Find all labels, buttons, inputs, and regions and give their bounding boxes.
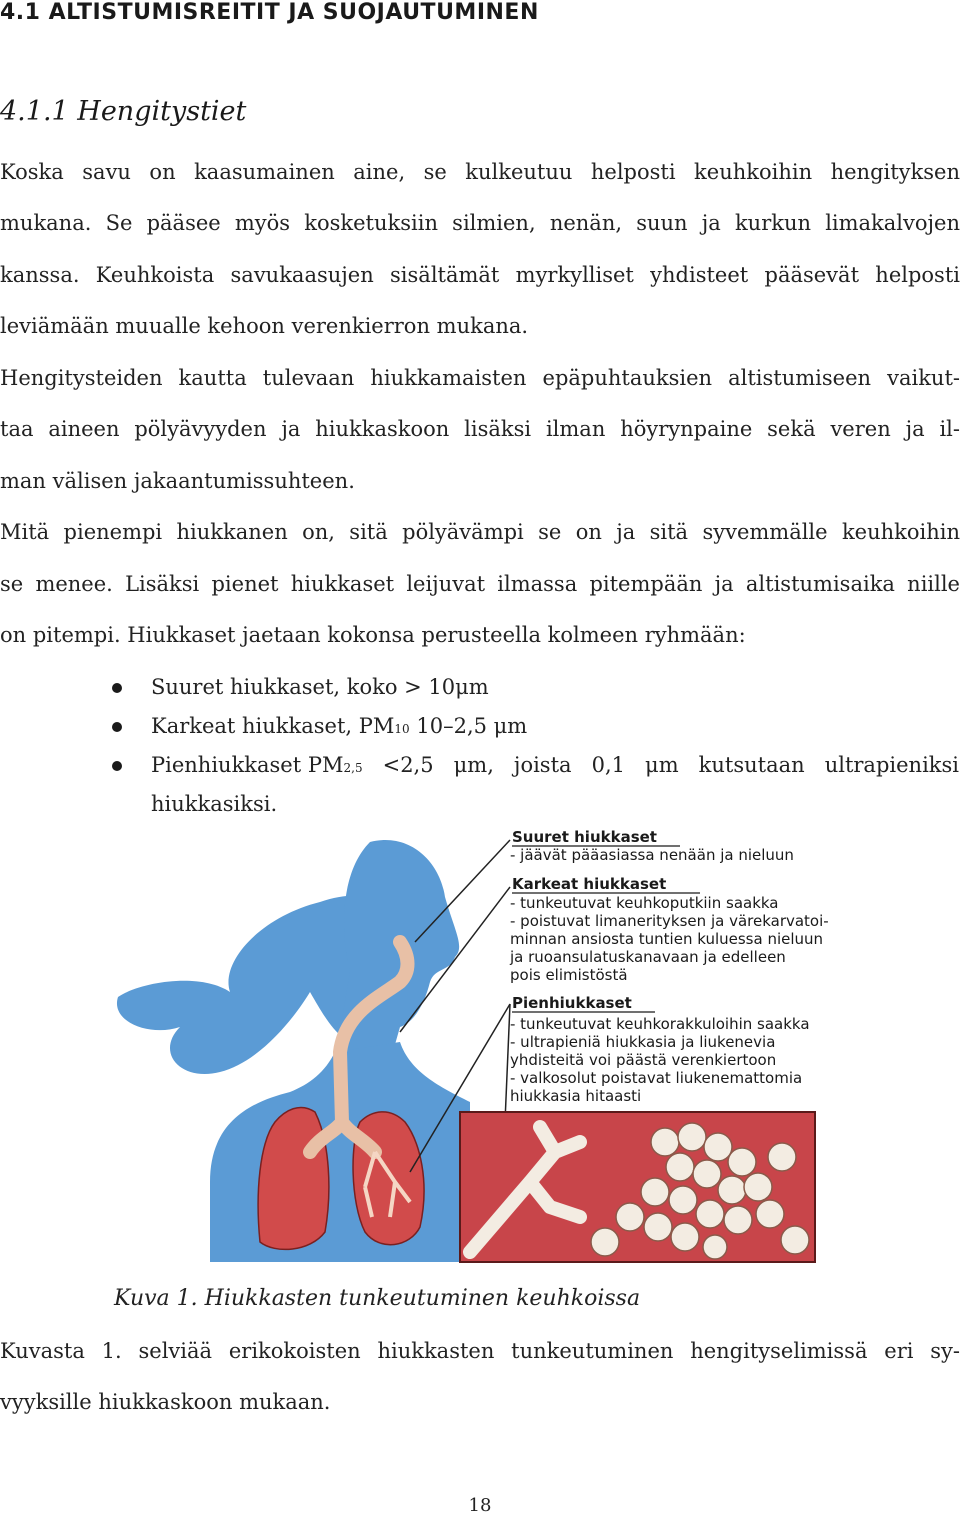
label-line: - jäävät pääasiassa nenään ja nieluun [510,846,794,864]
label-line: - valkosolut poistavat liukenemattomia [510,1069,803,1087]
bullet-text-part: Pienhiukkaset PM [151,753,344,777]
paragraph-line: vyyksille hiukkaskoon mukaan. [0,1390,331,1414]
paragraph-line: man välisen jakaantumissuhteen. [0,469,355,493]
label-karkeat-title: Karkeat hiukkaset [512,875,667,893]
subsection-heading: 4.1.1 Hengitystiet [0,96,247,127]
label-suuret-title: Suuret hiukkaset [512,828,657,846]
paragraph-line: se menee. Lisäksi pienet hiukkaset leijuvat ilmassa pitempään ja altistumisaika niille [0,572,960,596]
bullet-dot [112,683,122,693]
bullet-dot [112,722,122,732]
label-line: hiukkasia hitaasti [510,1087,642,1105]
label-line: ja ruoansulatuskanavaan ja edelleen [510,948,786,966]
paragraph-line: Koska savu on kaasumainen aine, se kulkeutuu helposti keuhkoihin hengityksen [0,160,960,184]
section-heading: 4.1 ALTISTUMISREITIT JA SUOJAUTUMINEN [0,0,539,25]
label-line: - ultrapieniä hiukkasia ja liukenevia [510,1033,776,1051]
label-line: - poistuvat limanerityksen ja värekarvatoi- [510,912,829,930]
paragraph-line: Hengitysteiden kautta tulevaan hiukkamaisten epäpuhtauksien altistumiseen vaikut- [0,366,960,390]
label-line: yhdisteitä voi päästä verenkiertoon [510,1051,777,1069]
bullet-text: Suuret hiukkaset, koko > 10μm [151,675,489,699]
label-line: - tunkeutuvat keuhkoputkiin saakka [510,894,779,912]
paragraph-line: Kuvasta 1. selviää erikokoisten hiukkasten tunkeutuminen hengityselimissä eri sy- [0,1339,960,1363]
label-line: - tunkeutuvat keuhkorakkuloihin saakka [510,1015,810,1033]
bullet-text: hiukkasiksi. [151,792,278,816]
bullet-text-part: 10–2,5 μm [409,714,528,738]
respiratory-figure [110,822,960,1267]
paragraph-line: kanssa. Keuhkoista savukaasujen sisältämät myrkylliset yhdisteet pääsevät helposti [0,263,960,287]
label-pien-title: Pienhiukkaset [512,994,632,1012]
paragraph-line: leviämään muualle kehoon verenkierron mukana. [0,314,529,338]
bullet-text [151,752,959,781]
bullet-dot [112,761,122,771]
subscript: 10 [394,722,410,736]
paragraph-line: Mitä pienempi hiukkanen on, sitä pölyävämpi se on ja sitä syvemmälle keuhkoihin [0,520,960,544]
bullet-text-part: <2,5 μm, joista 0,1 μm kutsutaan ultrapieniksi [382,753,959,777]
subscript: 2,5 [343,761,363,775]
label-line: pois elimistöstä [510,966,628,984]
bullet-text-part: Karkeat hiukkaset, PM [151,714,395,738]
paragraph-line: taa aineen pölyävyyden ja hiukkaskoon lisäksi ilman höyrynpaine sekä veren ja il- [0,417,960,441]
label-line: minnan ansiosta tuntien kuluessa nieluun [510,930,824,948]
figure-caption: Kuva 1. Hiukkasten tunkeutuminen keuhkoissa [114,1286,641,1311]
page-number: 18 [468,1495,492,1516]
bullet-text [151,713,527,742]
paragraph-line: on pitempi. Hiukkaset jaetaan kokonsa perusteella kolmeen ryhmään: [0,623,746,647]
paragraph-line: mukana. Se pääsee myös kosketuksiin silmien, nenän, suun ja kurkun limakalvojen [0,211,960,235]
